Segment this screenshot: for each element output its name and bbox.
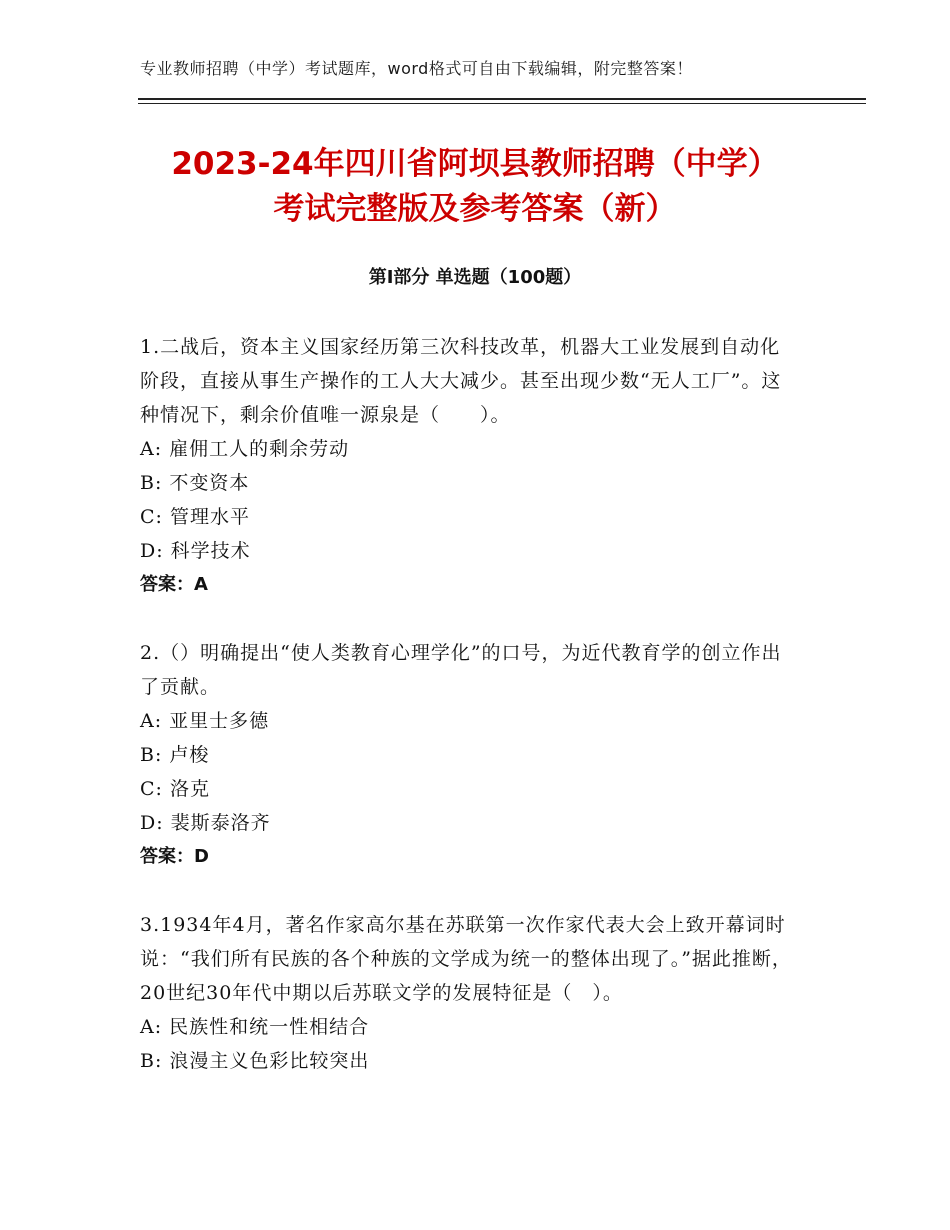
option-c: C: 洛克 bbox=[140, 778, 210, 800]
document-header-note: 专业教师招聘（中学）考试题库，word格式可自由下载编辑，附完整答案！ bbox=[140, 59, 693, 78]
question-stem: 1.二战后，资本主义国家经历第三次科技改革，机器大工业发展到自动化阶段，直接从事生产操作的工人大大减少。甚至出现少数“无人工厂”。这种情况下，剩余价值唯一源泉是（ ）。 bbox=[140, 336, 782, 426]
option-a: A: 民族性和统一性相结合 bbox=[140, 1016, 370, 1038]
document-title-line-1: 2023-24年四川省阿坝县教师招聘（中学） bbox=[171, 146, 779, 182]
option-b: B: 浪漫主义色彩比较突出 bbox=[140, 1050, 370, 1072]
option-d: D: 科学技术 bbox=[140, 540, 251, 562]
question-stem: 3.1934年4月，著名作家高尔基在苏联第一次作家代表大会上致开幕词时说：“我们所有民族的各个种族的文学成为统一的整体出现了。”据此推断，20世纪30年代中期以后苏联文学的发展特征是（ ）。 bbox=[140, 914, 792, 1004]
question-1 bbox=[140, 330, 800, 602]
answer-label: 答案：D bbox=[140, 846, 209, 867]
header-divider-thick bbox=[138, 98, 866, 100]
question-2 bbox=[140, 636, 800, 874]
option-b: B: 不变资本 bbox=[140, 472, 250, 494]
answer-label: 答案：A bbox=[140, 574, 208, 595]
section-title: 第Ⅰ部分 单选题（100题） bbox=[368, 267, 582, 288]
document-title-line-2: 考试完整版及参考答案（新） bbox=[273, 191, 677, 227]
document-title bbox=[100, 142, 850, 232]
option-a: A: 亚里士多德 bbox=[140, 710, 270, 732]
option-a: A: 雇佣工人的剩余劳动 bbox=[140, 438, 350, 460]
question-3 bbox=[140, 908, 800, 1078]
option-d: D: 裴斯泰洛齐 bbox=[140, 812, 271, 834]
question-list bbox=[140, 330, 800, 1112]
option-c: C: 管理水平 bbox=[140, 506, 250, 528]
option-b: B: 卢梭 bbox=[140, 744, 210, 766]
question-stem: 2.（）明确提出“使人类教育心理学化”的口号，为近代教育学的创立作出了贡献。 bbox=[140, 642, 782, 698]
header-divider-thin bbox=[138, 103, 866, 104]
